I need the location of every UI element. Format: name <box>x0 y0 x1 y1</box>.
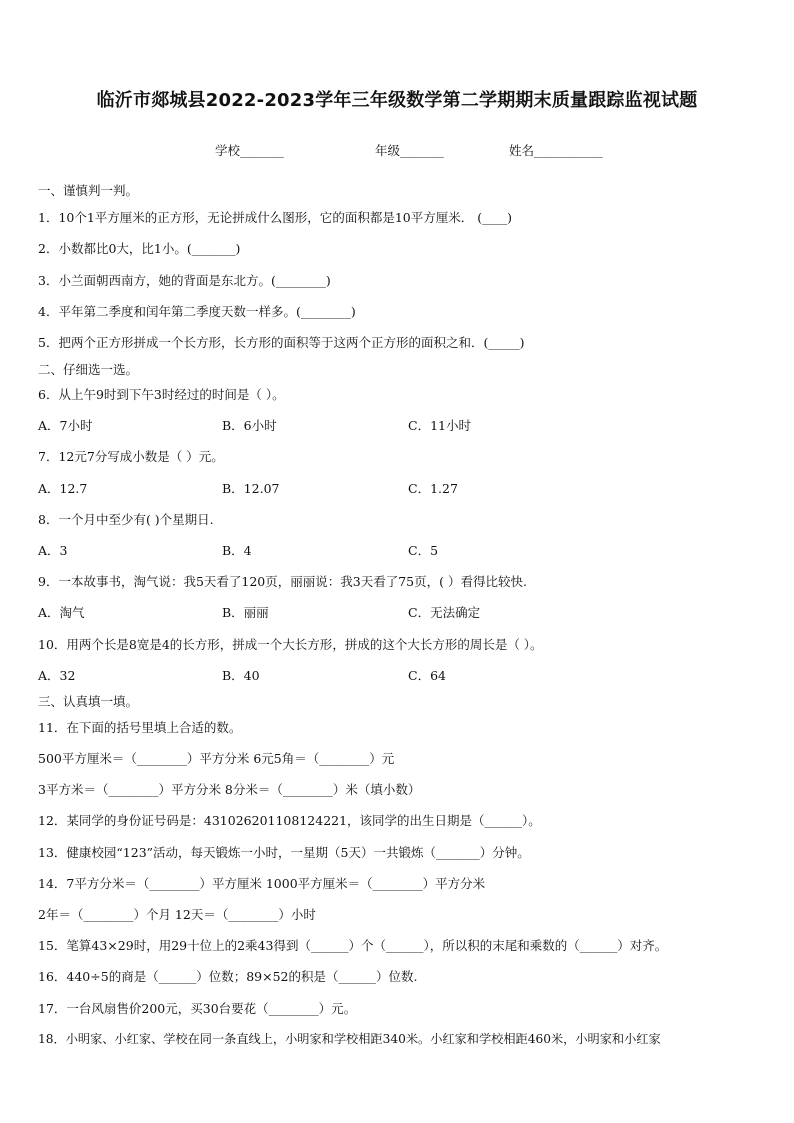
question-4: 4．平年第二季度和闰年第二季度天数一样多。(________) <box>38 304 356 319</box>
option-a: A．3 <box>38 543 68 558</box>
question-10: 10．用两个长是8宽是4的长方形，拼成一个大长方形，拼成的这个大长方形的周长是（ ）。 <box>38 637 543 652</box>
question-14-line-2: 2年＝（________）个月 12天＝（________）小时 <box>38 907 316 922</box>
question-11-line-2: 3平方米＝（________）平方分米 8分米＝（________）米（填小数） <box>38 782 421 797</box>
option-c: C．5 <box>408 543 439 558</box>
option-a: A．12.7 <box>38 481 88 496</box>
section-heading: 三、认真填一填。 <box>38 694 139 709</box>
question-12: 12．某同学的身份证号码是：431026201108124221，该同学的出生日期是（______）。 <box>38 813 541 828</box>
option-c: C．11小时 <box>408 418 471 433</box>
option-a: A．7小时 <box>38 418 93 433</box>
option-b: B．6小时 <box>222 418 277 433</box>
section-heading: 一、谨慎判一判。 <box>38 183 139 198</box>
option-a: A．32 <box>38 668 76 683</box>
question-17: 17．一台风扇售价200元，买30台要花（________）元。 <box>38 1001 357 1016</box>
question-9: 9．一本故事书，淘气说：我5天看了120页，丽丽说：我3天看了75页，( ）看得比较快. <box>38 574 527 589</box>
question-11: 11．在下面的括号里填上合适的数。 <box>38 720 242 735</box>
question-14-line-1: 14．7平方分米＝（________）平方厘米 1000平方厘米＝（________）平方分米 <box>38 876 486 891</box>
question-16: 16．440÷5的商是（______）位数；89×52的积是（______）位数. <box>38 969 418 984</box>
question-18: 18．小明家、小红家、学校在同一条直线上，小明家和学校相距340米。小红家和学校相距460米，小明家和小红家 <box>38 1032 661 1046</box>
question-3: 3．小兰面朝西南方，她的背面是东北方。(________) <box>38 273 331 288</box>
option-c: C．64 <box>408 668 446 683</box>
option-b: B．40 <box>222 668 260 683</box>
option-c: C．1.27 <box>408 481 458 496</box>
name-field: 姓名___________ <box>509 143 603 158</box>
option-b: B．12.07 <box>222 481 280 496</box>
question-1: 1．10个1平方厘米的正方形，无论拼成什么图形，它的面积都是10平方厘米． (____) <box>38 210 512 225</box>
question-11-line-1: 500平方厘米＝（________）平方分米 6元5角＝（________）元 <box>38 751 395 766</box>
option-c: C．无法确定 <box>408 605 481 620</box>
question-7: 7．12元7分写成小数是（ ）元。 <box>38 449 224 464</box>
question-8: 8．一个月中至少有( )个星期日. <box>38 512 214 527</box>
option-b: B．丽丽 <box>222 605 269 620</box>
question-15: 15．笔算43×29时，用29十位上的2乘43得到（______）个（______），所以积的末尾和乘数的（______）对齐。 <box>38 938 668 953</box>
question-13: 13．健康校园“123”活动，每天锻炼一小时，一星期（5天）一共锻炼（_______）分钟。 <box>38 845 530 860</box>
page-title: 临沂市郯城县2022-2023学年三年级数学第二学期期末质量跟踪监视试题 <box>96 90 698 111</box>
question-6: 6．从上午9时到下午3时经过的时间是（ ）。 <box>38 387 285 402</box>
option-b: B．4 <box>222 543 252 558</box>
question-5: 5．把两个正方形拼成一个长方形，长方形的面积等于这两个正方形的面积之和．(_____) <box>38 335 525 350</box>
question-2: 2．小数都比0大，比1小。(_______) <box>38 241 241 256</box>
school-field: 学校_______ <box>215 143 284 158</box>
grade-field: 年级_______ <box>375 143 444 158</box>
section-heading: 二、仔细选一选。 <box>38 362 139 377</box>
option-a: A．淘气 <box>38 605 85 620</box>
